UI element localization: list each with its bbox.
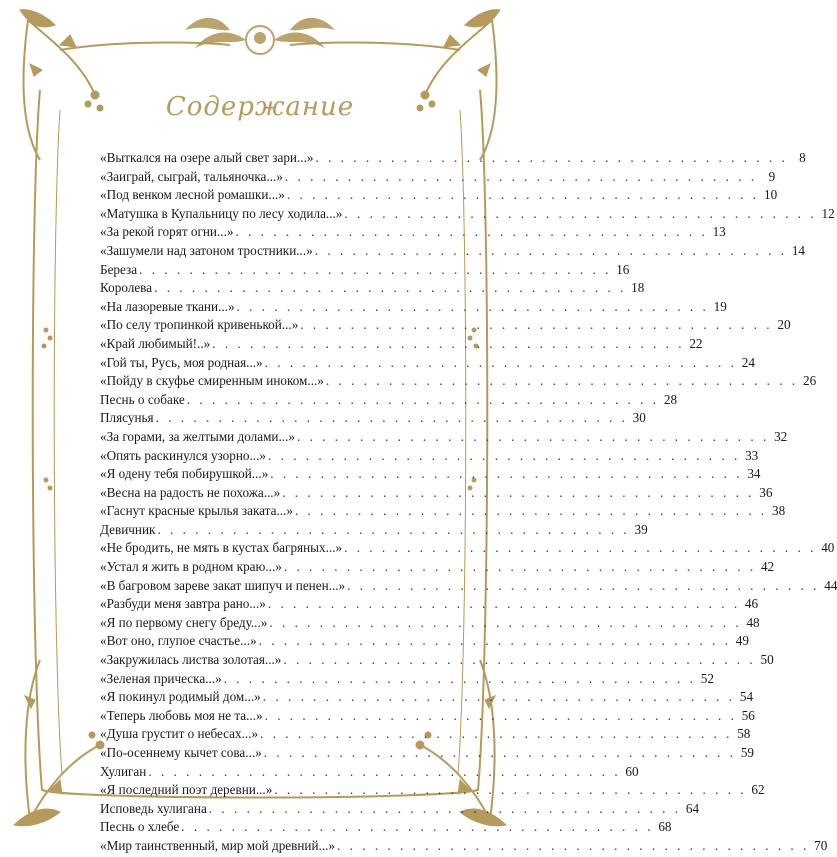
toc-leader-dots: . . . . . . . . . . . . . . . . . . . . . . . . . . . . . . . . . . . . . . xyxy=(262,689,736,705)
toc-entry-title: «По селу тропинкой кривенькой...» xyxy=(100,317,299,333)
toc-entry-page: 26 xyxy=(802,373,817,389)
toc-entry-title: Королева xyxy=(100,280,153,296)
toc-entry-page: 34 xyxy=(747,466,761,482)
toc-entry xyxy=(100,726,751,745)
toc-entry-title: «Выткался на озере алый свет зари...» xyxy=(100,150,314,165)
toc-leader-dots: . . . . . . . . . . . . . . . . . . . . . . . . . . . . . . . . . . . . . . xyxy=(264,354,737,370)
toc-leader-dots: . . . . . . . . . . . . . . . . . . . . . . . . . . . . . . . . . . . . . . xyxy=(268,447,741,463)
toc-entry-title: «Под венком лесной ромашки...» xyxy=(100,187,285,203)
toc-leader-dots: . . . . . . . . . . . . . . . . . . . . . . . . . . . . . . . . . . . . . . xyxy=(260,726,733,742)
toc-entry-page: 58 xyxy=(737,726,751,742)
toc-entry xyxy=(100,391,678,411)
toc-entry-page: 8 xyxy=(799,150,806,165)
toc-entry xyxy=(100,354,755,374)
toc-entry xyxy=(100,707,755,727)
toc-entry xyxy=(100,298,727,318)
toc-leader-dots: . . . . . . . . . . . . . . . . . . . . . . . . . . . . . . . . . . . . . . xyxy=(347,577,820,593)
toc-entry-page: 30 xyxy=(632,410,646,426)
toc-entry-title: Песнь о хлебе xyxy=(100,819,180,835)
toc-entry xyxy=(100,540,835,559)
toc-leader-dots: . . . . . . . . . . . . . . . . . . . . . . . . . . . . . . . . . . . . . . xyxy=(270,466,743,482)
toc-entry-title: «Душа грустит о небесах...» xyxy=(100,726,259,742)
toc-entry-title: Плясунья xyxy=(100,410,154,426)
toc-entry-title: Песнь о собаке xyxy=(100,391,185,407)
toc-entry-page: 40 xyxy=(821,540,835,556)
table-of-contents xyxy=(100,150,837,857)
toc-entry-page: 12 xyxy=(821,205,835,221)
toc-entry-page: 54 xyxy=(739,689,754,705)
toc-leader-dots: . . . . . . . . . . . . . . . . . . . . . . . . . . . . . . . . . . . . . . xyxy=(267,596,741,612)
toc-entry-page: 39 xyxy=(634,521,648,537)
toc-entry-page: 49 xyxy=(735,633,749,649)
toc-leader-dots: . . . . . . . . . . . . . . . . . . . . . . . . . . . . . . . . . . . . . . xyxy=(148,763,621,779)
toc-leader-dots: . . . . . . . . . . . . . . . . . . . . . . . . . . . . . . . . . . . . . . xyxy=(269,614,742,630)
corner-tree-top-left xyxy=(20,10,103,160)
toc-entry xyxy=(100,596,759,615)
toc-entry xyxy=(100,428,788,448)
toc-entry-title: «Я одену тебя побирушкой...» xyxy=(100,466,269,482)
toc-entry-title: Хулиган xyxy=(100,763,147,779)
toc-entry-page: 14 xyxy=(791,242,806,258)
toc-leader-dots: . . . . . . . . . . . . . . . . . . . . . . . . . . . . . . . . . . . . . . xyxy=(181,819,654,835)
toc-entry-title: «В багровом зареве закат шипуч и пенен...» xyxy=(100,577,346,593)
toc-entry xyxy=(100,373,817,392)
toc-entry-page: 33 xyxy=(745,447,759,463)
toc-entry-page: 28 xyxy=(663,391,678,407)
toc-entry xyxy=(100,187,778,206)
toc-entry xyxy=(100,150,806,169)
toc-leader-dots: . . . . . . . . . . . . . . . . . . . . . . . . . . . . . . . . . . . . . . xyxy=(212,335,685,351)
toc-leader-dots: . . . . . . . . . . . . . . . . . . . . . . . . . . . . . . . . . . . . . . xyxy=(155,410,628,426)
toc-entry-title: «Заиграй, сыграй, тальяночка...» xyxy=(100,168,283,184)
toc-entry-page: 10 xyxy=(763,187,778,203)
toc-entry xyxy=(100,633,749,652)
toc-leader-dots: . . . . . . . . . . . . . . . . . . . . . . . . . . . . . . . . . . . . . . xyxy=(258,633,731,649)
toc-entry-page: 44 xyxy=(824,577,837,593)
toc-leader-dots: . . . . . . . . . . . . . . . . . . . . . . . . . . . . . . . . . . . . . . xyxy=(344,205,817,221)
toc-entry xyxy=(100,261,630,281)
toc-entry xyxy=(100,652,774,671)
toc-entry xyxy=(100,670,714,690)
toc-entry-page: 32 xyxy=(774,428,788,444)
toc-entry-page: 62 xyxy=(751,782,765,798)
toc-leader-dots: . . . . . . . . . . . . . . . . . . . . . . . . . . . . . . . . . . . . . . xyxy=(314,242,788,258)
toc-leader-dots: . . . . . . . . . . . . . . . . . . . . . . . . . . . . . . . . . . . . . . xyxy=(325,373,799,389)
top-crest-ornament xyxy=(185,18,335,54)
toc-entry xyxy=(100,819,672,838)
toc-entry xyxy=(100,577,837,597)
toc-entry-title: «За рекой горят огни...» xyxy=(100,224,234,240)
toc-entry xyxy=(100,689,754,708)
toc-leader-dots: . . . . . . . . . . . . . . . . . . . . . . . . . . . . . . . . . . . . . . xyxy=(263,745,737,760)
toc-leader-dots: . . . . . . . . . . . . . . . . . . . . . . . . . . . . . . . . . . . . . . xyxy=(283,559,757,575)
toc-entry-page: 56 xyxy=(741,707,755,723)
toc-entry-page: 24 xyxy=(741,354,755,370)
toc-entry-title: «Гаснут красные крылья заката...» xyxy=(100,503,293,519)
toc-entry xyxy=(100,484,773,504)
toc-entry-page: 46 xyxy=(744,596,759,612)
toc-entry-page: 59 xyxy=(740,745,755,760)
toc-entry-page: 9 xyxy=(768,168,776,184)
toc-leader-dots: . . . . . . . . . . . . . . . . . . . . . . . . . . . . . . . . . . . . . . xyxy=(236,298,709,314)
toc-entry xyxy=(100,782,765,801)
toc-entry-title: «Теперь любовь моя не та...» xyxy=(100,707,263,723)
toc-entry-page: 42 xyxy=(760,559,775,575)
toc-entry-page: 20 xyxy=(777,317,791,333)
toc-leader-dots: . . . . . . . . . . . . . . . . . . . . . . . . . . . . . . . . . . . . . . xyxy=(186,391,660,407)
toc-entry-title: «Вот оно, глупое счастье...» xyxy=(100,633,257,649)
toc-leader-dots: . . . . . . . . . . . . . . . . . . . . . . . . . . . . . . . . . . . . . . xyxy=(208,800,682,816)
toc-entry-page: 18 xyxy=(631,280,645,296)
toc-leader-dots: . . . . . . . . . . . . . . . . . . . . . . . . . . . . . . . . . . . . . . xyxy=(223,670,696,686)
toc-leader-dots: . . . . . . . . . . . . . . . . . . . . . . . . . . . . . . . . . . . . . . xyxy=(154,280,627,296)
toc-leader-dots: . . . . . . . . . . . . . . . . . . . . . . . . . . . . . . . . . . . . . . xyxy=(344,540,817,556)
toc-entry-title: «По-осеннему кычет сова...» xyxy=(100,745,262,760)
toc-leader-dots: . . . . . . . . . . . . . . . . . . . . . . . . . . . . . . . . . . . . . . xyxy=(235,224,708,240)
toc-entry xyxy=(100,335,703,355)
toc-entry-title: Береза xyxy=(100,261,138,277)
toc-leader-dots: . . . . . . . . . . . . . . . . . . . . . . . . . . . . . . . . . . . . . . xyxy=(337,837,810,853)
toc-leader-dots: . . . . . . . . . . . . . . . . . . . . . . . . . . . . . . . . . . . . . . xyxy=(157,521,630,537)
toc-entry-title: «Я по первому снегу бреду...» xyxy=(100,614,268,630)
toc-entry xyxy=(100,168,776,188)
toc-entry-title: Девичник xyxy=(100,521,156,537)
toc-entry-page: 50 xyxy=(760,652,774,668)
toc-entry-page: 68 xyxy=(658,819,672,835)
toc-entry-title: «Край любимый!..» xyxy=(100,335,211,351)
toc-entry xyxy=(100,559,775,578)
toc-leader-dots: . . . . . . . . . . . . . . . . . . . . . . . . . . . . . . . . . . . . . . xyxy=(264,707,737,723)
toc-entry-title: «Я последний поэт деревни...» xyxy=(100,782,273,798)
toc-entry-title: «Зашумели над затоном тростники...» xyxy=(100,242,313,258)
toc-entry xyxy=(100,410,646,429)
toc-entry xyxy=(100,800,700,820)
toc-entry-title: «За горами, за желтыми долами...» xyxy=(100,428,295,444)
toc-entry-page: 16 xyxy=(616,261,630,277)
toc-entry xyxy=(100,837,828,857)
toc-entry-page: 52 xyxy=(700,670,714,686)
corner-tree-bottom-left xyxy=(14,660,104,826)
toc-entry-page: 60 xyxy=(625,763,639,779)
toc-entry-page: 64 xyxy=(685,800,700,816)
toc-entry-page: 48 xyxy=(746,614,760,630)
toc-entry xyxy=(100,447,759,467)
toc-entry-page: 70 xyxy=(814,837,828,853)
toc-leader-dots: . . . . . . . . . . . . . . . . . . . . . . . . . . . . . . . . . . . . . . xyxy=(294,503,768,519)
toc-entry-title: «Устал я жить в родном краю...» xyxy=(100,559,282,575)
toc-leader-dots: . . . . . . . . . . . . . . . . . . . . . . . . . . . . . . . . . . . . . . xyxy=(283,652,756,668)
toc-entry-title: «Весна на радость не похожа...» xyxy=(100,484,281,500)
toc-entry xyxy=(100,614,760,634)
toc-entry-title: «Мир таинственный, мир мой древний...» xyxy=(100,837,336,853)
toc-entry xyxy=(100,242,806,262)
toc-leader-dots: . . . . . . . . . . . . . . . . . . . . . . . . . . . . . . . . . . . . . . xyxy=(300,317,773,333)
toc-entry-title: «Закружилась листва золотая...» xyxy=(100,652,282,668)
toc-entry-title: «Не бродить, не мять в кустах багряных...» xyxy=(100,540,343,556)
toc-entry xyxy=(100,205,835,225)
toc-entry-page: 19 xyxy=(713,298,727,314)
toc-entry xyxy=(100,763,639,783)
toc-entry-title: «На лазоревые ткани...» xyxy=(100,298,235,314)
toc-entry-title: «Матушка в Купальницу по лесу ходила...» xyxy=(100,205,343,221)
toc-leader-dots: . . . . . . . . . . . . . . . . . . . . . . . . . . . . . . . . . . . . . . xyxy=(315,150,788,165)
toc-entry xyxy=(100,521,648,541)
toc-entry-page: 13 xyxy=(712,224,726,240)
toc-leader-dots: . . . . . . . . . . . . . . . . . . . . . . . . . . . . . . . . . . . . . . xyxy=(139,261,612,277)
toc-entry-page: 38 xyxy=(772,503,786,519)
toc-entry xyxy=(100,503,786,522)
page-title: Содержание xyxy=(165,92,355,122)
toc-entry-page: 22 xyxy=(689,335,703,351)
toc-entry xyxy=(100,317,791,336)
toc-entry xyxy=(100,466,761,485)
toc-entry xyxy=(100,745,755,764)
toc-leader-dots: . . . . . . . . . . . . . . . . . . . . . . . . . . . . . . . . . . . . . . xyxy=(282,484,755,500)
toc-entry-title: «Опять раскинулся узорно...» xyxy=(100,447,266,463)
toc-entry-title: «Зеленая прическа...» xyxy=(100,670,222,686)
toc-leader-dots: . . . . . . . . . . . . . . . . . . . . . . . . . . . . . . . . . . . . . . xyxy=(286,187,760,203)
toc-entry-title: «Разбуди меня завтра рано...» xyxy=(100,596,266,612)
toc-entry-title: «Пойду в скуфье смиренным иноком...» xyxy=(100,373,324,389)
toc-entry xyxy=(100,224,726,243)
toc-leader-dots: . . . . . . . . . . . . . . . . . . . . . . . . . . . . . . . . . . . . . . xyxy=(284,168,758,184)
toc-leader-dots: . . . . . . . . . . . . . . . . . . . . . . . . . . . . . . . . . . . . . . xyxy=(296,428,770,444)
toc-entry-title: Исповедь хулигана xyxy=(100,800,207,816)
corner-tree-top-right xyxy=(417,10,500,160)
toc-entry xyxy=(100,280,645,299)
toc-leader-dots: . . . . . . . . . . . . . . . . . . . . . . . . . . . . . . . . . . . . . . xyxy=(274,782,747,798)
toc-entry-page: 36 xyxy=(759,484,773,500)
toc-entry-title: «Гой ты, Русь, моя родная...» xyxy=(100,354,263,370)
toc-entry-title: «Я покинул родимый дом...» xyxy=(100,689,261,705)
